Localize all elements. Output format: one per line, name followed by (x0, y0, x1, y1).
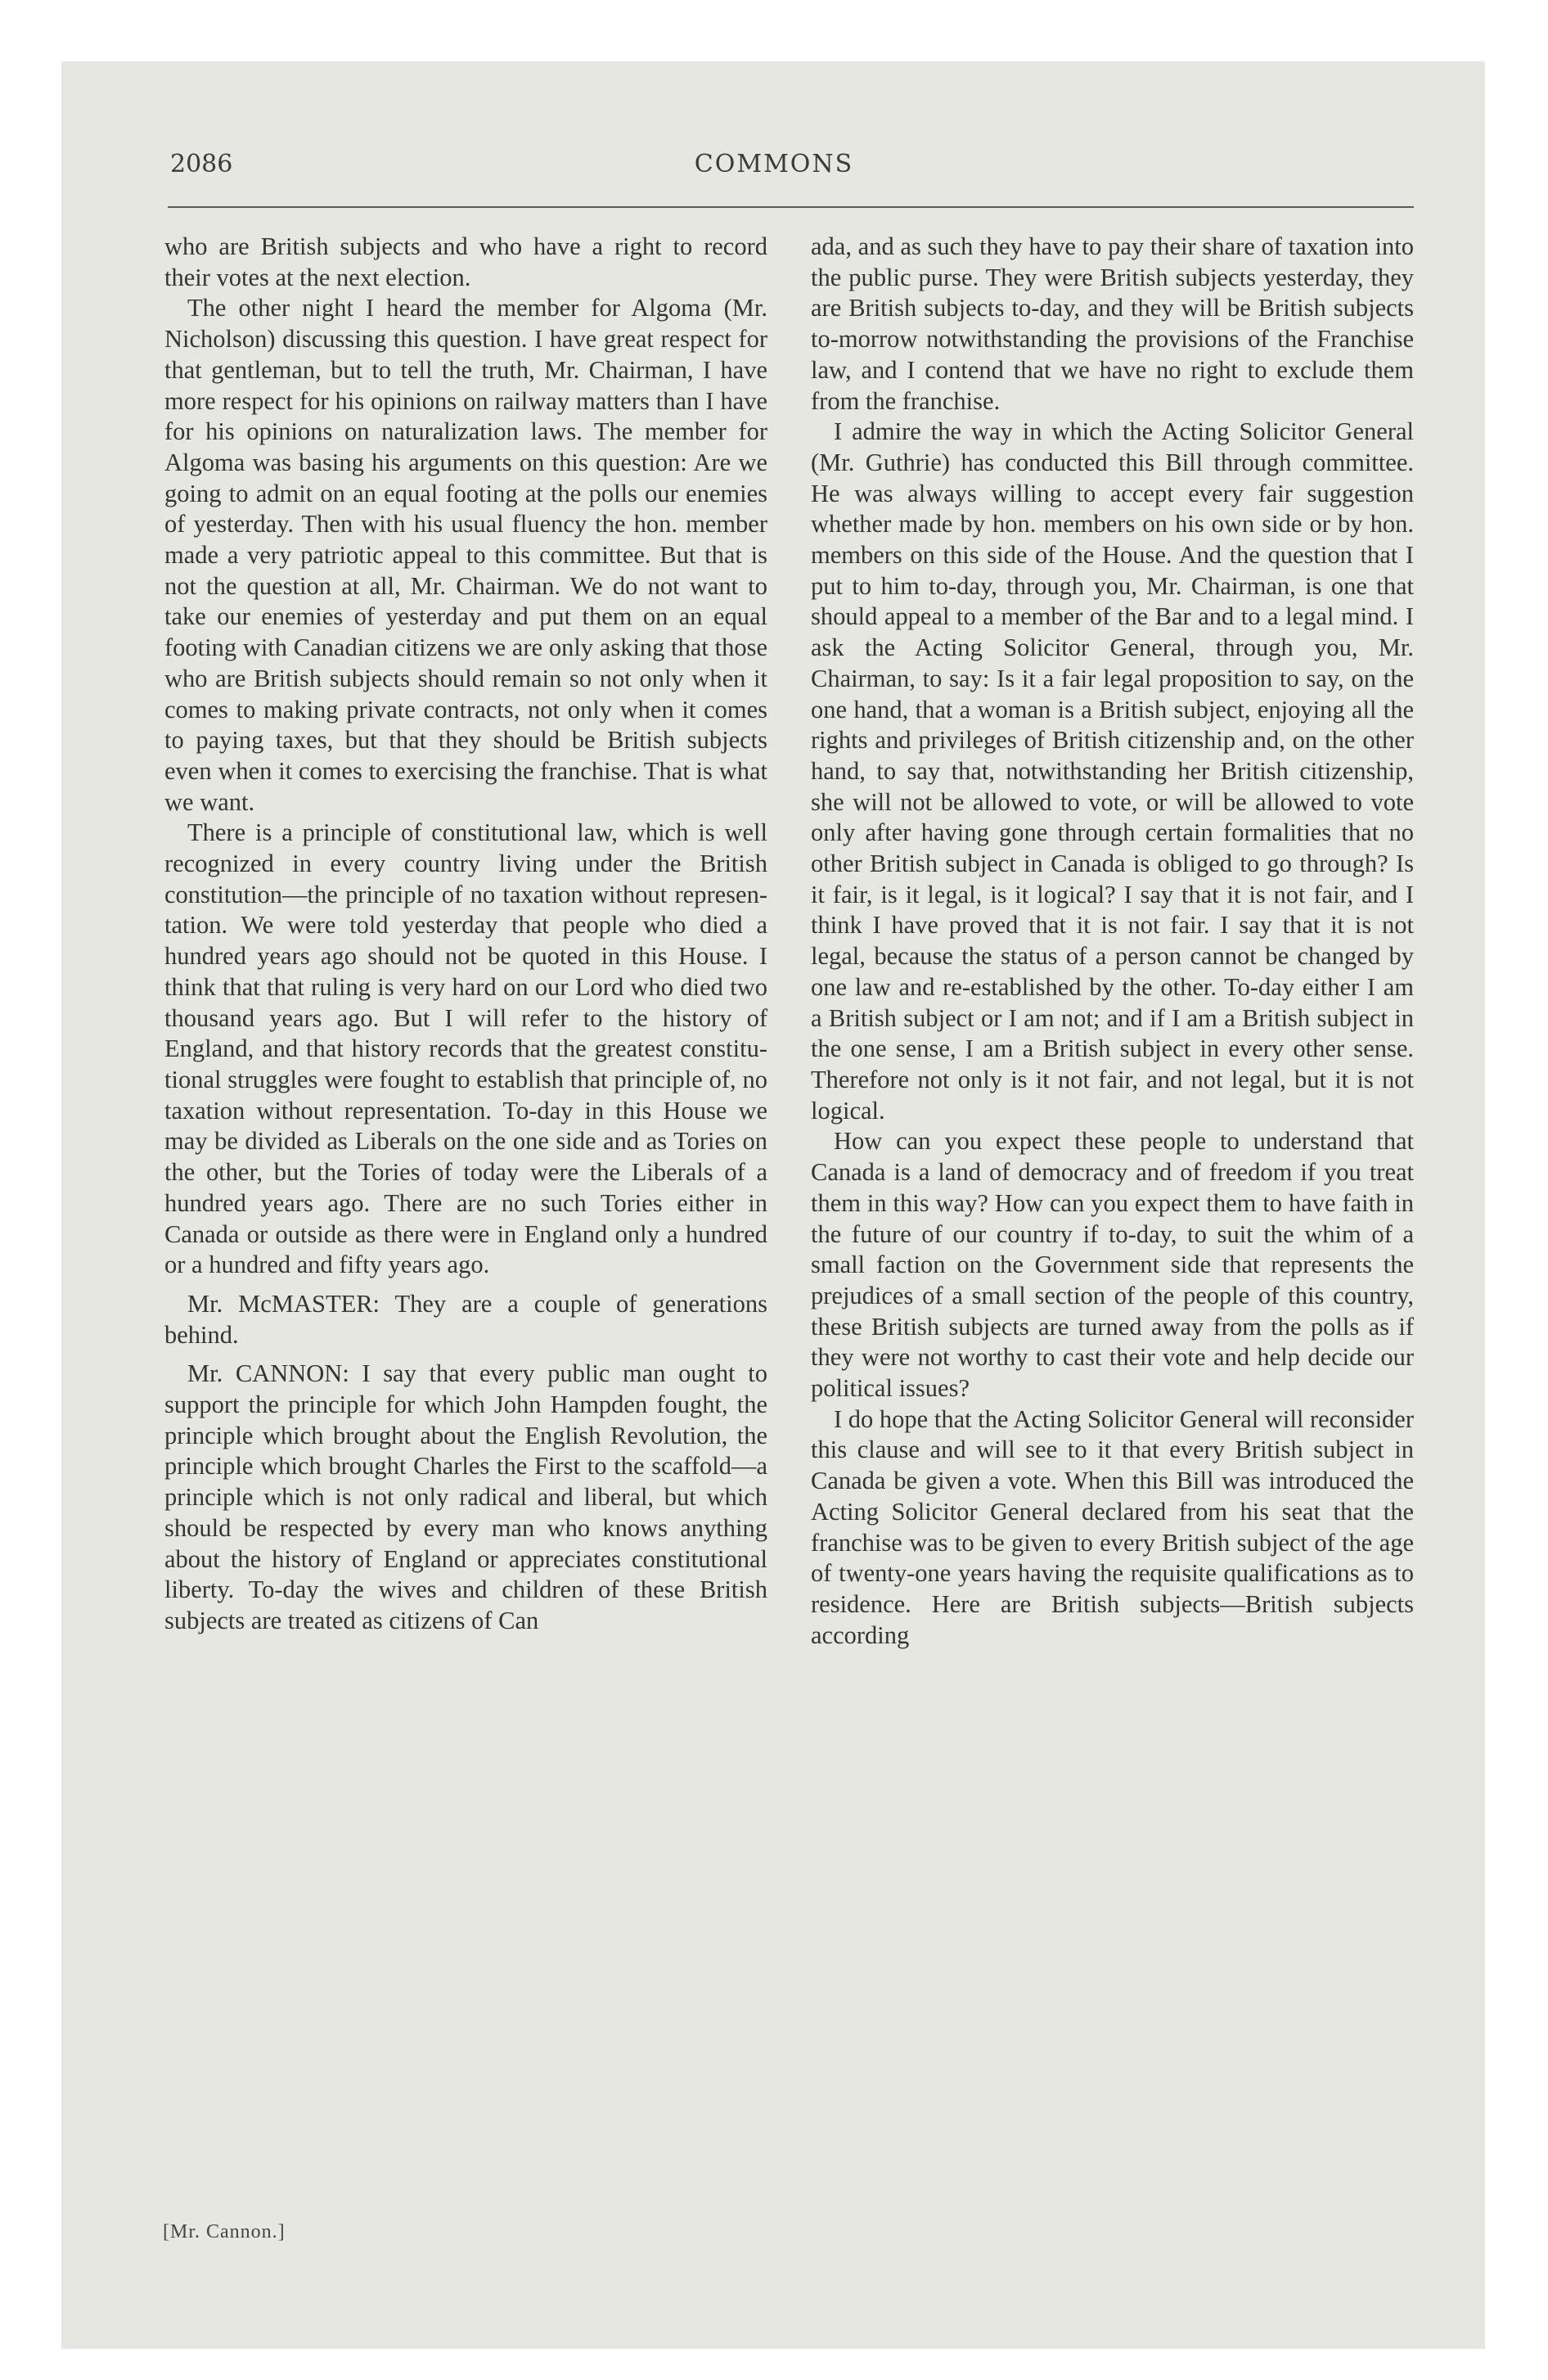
left-paragraph-mcmaster: Mr. McMASTER: They are a couple of generations behind. (164, 1289, 767, 1349)
right-paragraph-1: ada, and as such they have to pay their share of taxation into the public purse. They were British subjects yesterday, they are British subjects to-day, and they will be British subjects to-morrow notwithstanding the provisions of the Franchise law, and I contend that we have no right to exclude them from the franchise. (811, 232, 1414, 415)
running-head: COMMONS (694, 150, 854, 178)
right-paragraph-4: I do hope that the Acting Solicitor General will reconsider this clause and will see to it that every British subject in Canada be given a vote. When this Bill was introduced the Acting Solicitor General declared from his seat that the franchise was to be given to every British subject of the age of twenty-one years having the requisite qualifications as to residence. Here are British subjects—British subjects according (811, 1404, 1414, 1649)
left-paragraph-1: who are British subjects and who have a right to record their votes at the next election. (164, 232, 767, 291)
page-number: 2086 (170, 150, 233, 178)
header-rule (168, 206, 1414, 208)
left-paragraph-3: There is a principle of constitutional law, which is well recognized in every country living under the British constitution—the principle of no taxation without representation. We were told yesterday that people who died a hundred years ago should not be quoted in this House. I think that that ruling is very hard on our Lord who died two thousand years ago. But I will refer to the history of England, and that history records that the greatest constitutional struggles were fought to establish that principle of, no taxation without representation. To-day in this House we may be divided as Liberals on the one side and as Tories on the other, but the Tories of today were the Liberals of a hundred years ago. There are no such Tories either in Canada or outside as there were in England only a hundred or a hundred and fifty years ago. (164, 818, 767, 1279)
left-paragraph-cannon: Mr. CANNON: I say that every public man ought to support the principle for which John Hampden fought, the principle which brought about the English Revolution, the principle which brought Charles the First to the scaffold—a principle which is not only radical and liberal, but which should be respected by every man who knows anything about the history of England or appreciates constitutional liberty. To-day the wives and children of these British subjects are treated as citizens of Can (164, 1359, 767, 1634)
right-paragraph-2: I admire the way in which the Acting Solicitor General (Mr. Guthrie) has conducted this Bill through committee. He was always willing to accept every fair suggestion whether made by hon. members on his own side or by hon. members on this side of the House. And the question that I put to him to-day, through you, Mr. Chairman, is one that should appeal to a member of the Bar and to a legal mind. I ask the Acting Solicitor General, through you, Mr. Chairman, to say: Is it a fair legal proposition to say, on the one hand, that a woman is a British subject, enjoying all the rights and privileges of British citizenship and, on the other hand, to say that, notwithstanding her British citizenship, she will not be allowed to vote, or will be allowed to vote only after having gone through certain formalities that no other British subject in Canada is obliged to go through? Is it fair, is it legal, is it logical? I say that it is not fair, and I think I have proved that it is not fair. I say that it is not legal, because the status of a person cannot be changed by one law and re-established by the other. To-day either I am a British subject or I am not; and if I am a British subject in the one sense, I am a British subject in every other sense. Therefore not only is it not fair, and not legal, but it is not logical. (811, 417, 1414, 1125)
right-column (811, 232, 1414, 1651)
left-paragraph-2: The other night I heard the member for Algoma (Mr. Nicholson) discussing this question. I have great respect for that gentleman, but to tell the truth, Mr. Chairman, I have more respect for his opinions on railway matters than I have for his opinions on naturalization laws. The member for Algoma was basing his arguments on this question: Are we going to admit on an equal footing at the polls our enemies of yesterday. Then with his usual fluency the hon. member made a very patriotic appeal to this committee. But that is not the question at all, Mr. Chairman. We do not want to take our enemies of yesterday and put them on an equal footing with Canadian citizens we are only asking that those who are British subjects should remain so not only when it comes to making private contracts, not only when it comes to paying taxes, but that they should be British subjects even when it comes to exercising the franchise. That is what we want. (164, 294, 767, 816)
left-column (164, 232, 767, 1637)
speaker-attribution: [Mr. Cannon.] (163, 2221, 286, 2243)
right-paragraph-3: How can you expect these people to understand that Canada is a land of democracy and of freedom if you treat them in this way? How can you expect them to have faith in the future of our country if to-day, to suit the whim of a small faction on the Government side that represents the prejudices of a small section of the people of this country, these British subjects are turned away from the polls as if they were not worthy to cast their vote and help decide our political issues? (811, 1127, 1414, 1403)
